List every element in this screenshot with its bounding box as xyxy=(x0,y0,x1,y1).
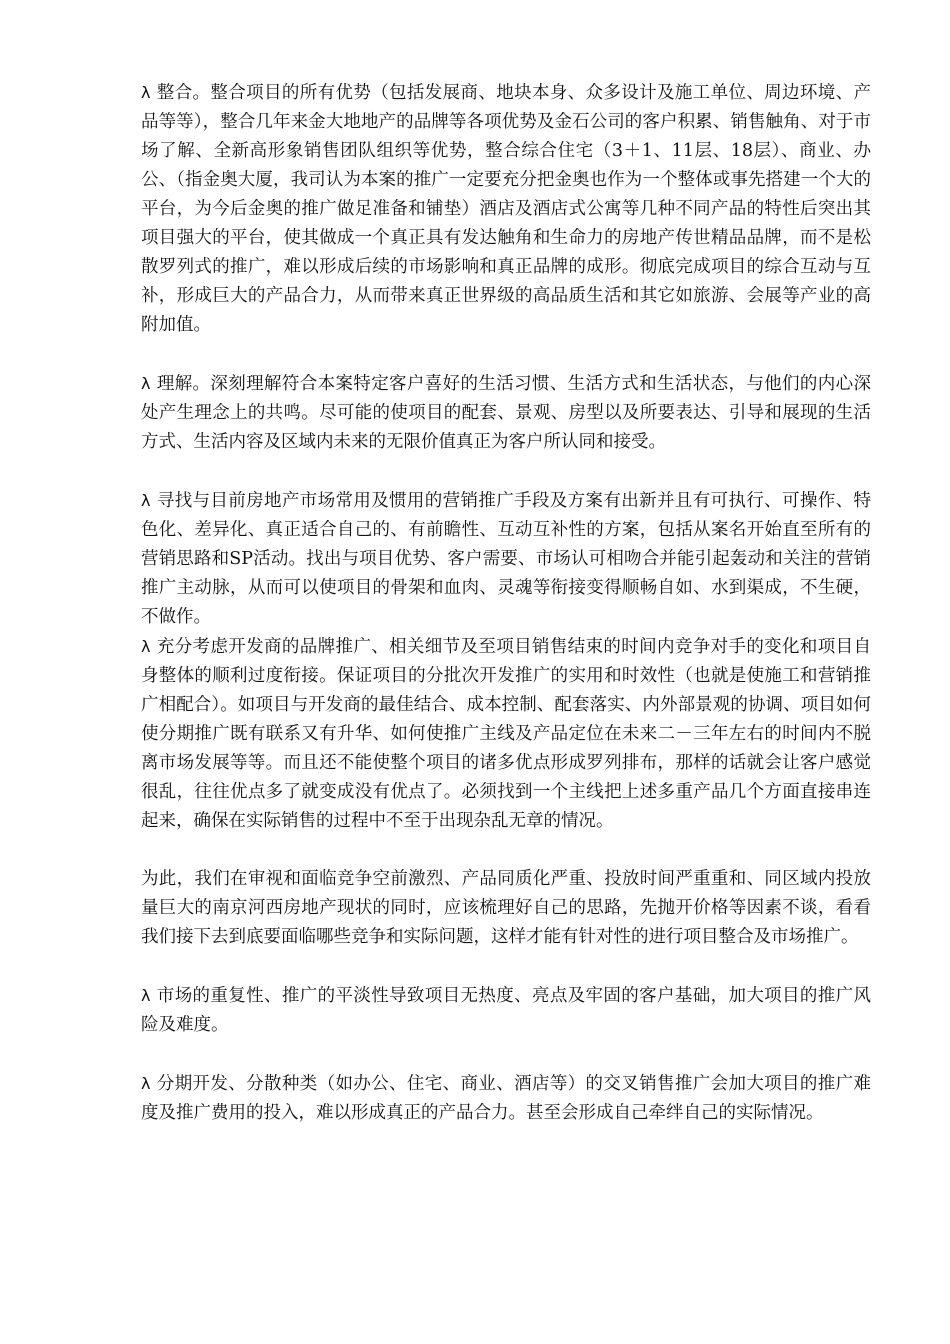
bullet-icon: λ xyxy=(141,374,151,393)
document-body xyxy=(141,78,871,1128)
paragraph-marketing-approach xyxy=(141,486,871,632)
paragraph-phased-development xyxy=(141,1069,871,1128)
paragraph-brand-promotion xyxy=(141,632,871,836)
paragraph-text: 寻找与目前房地产市场常用及惯用的营销推广手段及方案有出新并且有可执行、可操作、特色化、差异化、真正适合自己的、有前瞻性、互动互补性的方案，包括从案名开始直至所有的营销思路和SP活动。找出与项目优势、客户需要、市场认可相吻合并能引起轰动和关注的营销推广主动脉，从而可以使项目的骨架和血肉、灵魂等衔接变得顺畅自如、水到渠成，不生硬，不做作。 xyxy=(141,491,871,627)
paragraph-market-repetition xyxy=(141,981,871,1040)
paragraph-integration xyxy=(141,78,871,340)
bullet-icon: λ xyxy=(141,637,151,656)
bullet-icon: λ xyxy=(141,83,151,102)
paragraph-understanding xyxy=(141,369,871,457)
paragraph-text: 整合。整合项目的所有优势（包括发展商、地块本身、众多设计及施工单位、周边环境、产品等等），整合几年来金大地地产的品牌等各项优势及金石公司的客户积累、销售触角、对于市场了解、全新高形象销售团队组织等优势，整合综合住宅（3＋1、11层、18层）、商业、办公、（指金奥大厦，我司认为本案的推广一定要充分把金奥也作为一个整体或事先搭建一个大的平台，为今后金奥的推广做足准备和铺垫）酒店及酒店式公寓等几种不同产品的特性后突出其项目强大的平台，使其做成一个真正具有发达触角和生命力的房地产传世精品品牌，而不是松散罗列式的推广，难以形成后续的市场影响和真正品牌的成形。彻底完成项目的综合互动与互补，形成巨大的产品合力，从而带来真正世界级的高品质生活和其它如旅游、会展等产业的高附加值。 xyxy=(141,83,871,335)
bullet-icon: λ xyxy=(141,1074,151,1093)
paragraph-text: 为此，我们在审视和面临竞争空前激烈、产品同质化严重、投放时间严重重和、同区域内投放量巨大的南京河西房地产现状的同时，应该梳理好自己的思路，先抛开价格等因素不谈，看看我们接下去到底要面临哪些竞争和实际问题，这样才能有针对性的进行项目整合及市场推广。 xyxy=(141,869,871,947)
bullet-icon: λ xyxy=(141,986,151,1005)
paragraph-text: 市场的重复性、推广的平淡性导致项目无热度、亮点及牢固的客户基础，加大项目的推广风险及难度。 xyxy=(141,986,871,1035)
paragraph-text: 分期开发、分散种类（如办公、住宅、商业、酒店等）的交叉销售推广会加大项目的推广难度及推广费用的投入，难以形成真正的产品合力。甚至会形成自己牵绊自己的实际情况。 xyxy=(141,1074,871,1123)
paragraph-market-analysis xyxy=(141,865,871,952)
paragraph-text: 理解。深刻理解符合本案特定客户喜好的生活习惯、生活方式和生活状态，与他们的内心深处产生理念上的共鸣。尽可能的使项目的配套、景观、房型以及所要表达、引导和展现的生活方式、生活内容及区域内未来的无限价值真正为客户所认同和接受。 xyxy=(141,374,871,452)
bullet-icon: λ xyxy=(141,491,151,510)
paragraph-text: 充分考虑开发商的品牌推广、相关细节及至项目销售结束的时间内竞争对手的变化和项目自身整体的顺利过度衔接。保证项目的分批次开发推广的实用和时效性（也就是使施工和营销推广相配合）。如项目与开发商的最佳结合、成本控制、配套落实、内外部景观的协调、项目如何使分期推广既有联系又有升华、如何使推广主线及产品定位在未来二－三年左右的时间内不脱离市场发展等等。而且还不能使整个项目的诸多优点形成罗列排布，那样的话就会让客户感觉很乱，往往优点多了就变成没有优点了。必须找到一个主线把上述多重产品几个方面直接串连起来，确保在实际销售的过程中不至于出现杂乱无章的情况。 xyxy=(141,637,871,831)
